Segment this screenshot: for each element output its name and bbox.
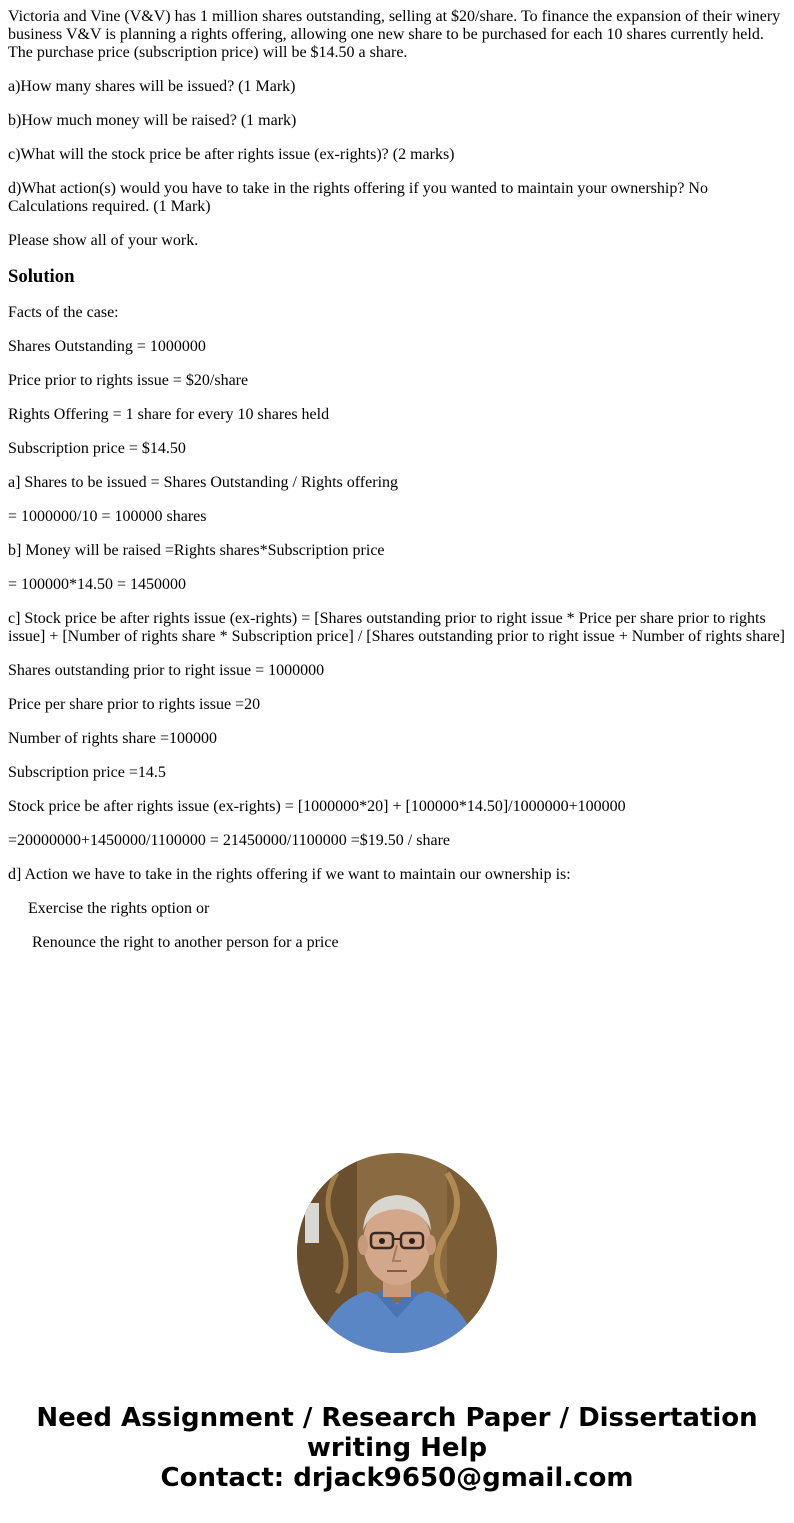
solution-line: Facts of the case: [8,304,119,321]
solution-heading: Solution [8,266,75,287]
solution-line: Price per share prior to rights issue =20 [8,696,261,713]
author-avatar [297,1153,497,1353]
solution-line: Shares Outstanding = 1000000 [8,338,206,355]
solution-option-renounce: Renounce the right to another person for a price [32,934,339,951]
question-part-b: b)How much money will be raised? (1 mark) [8,112,297,129]
document-body [8,8,786,968]
question-instruction: Please show all of your work. [8,232,199,249]
question-part-c: c)What will the stock price be after rights issue (ex-rights)? (2 marks) [8,146,455,163]
question-part-d: d)What action(s) would you have to take in the rights offering if you wanted to maintain your ownership? No Calculations required. (1 Mark) [8,180,708,215]
solution-line: Number of rights share =100000 [8,730,217,747]
solution-line: a] Shares to be issued = Shares Outstanding / Rights offering [8,474,399,491]
question-part-a: a)How many shares will be issued? (1 Mark) [8,78,296,95]
solution-line: Subscription price = $14.50 [8,440,186,457]
solution-option-exercise: Exercise the rights option or [28,900,210,917]
solution-line: Stock price be after rights issue (ex-rights) = [1000000*20] + [100000*14.50]/1000000+100000 [8,798,626,815]
solution-line: = 100000*14.50 = 1450000 [8,576,187,593]
promo-banner [0,1403,794,1493]
solution-line: Rights Offering = 1 share for every 10 shares held [8,406,330,423]
solution-line: c] Stock price be after rights issue (ex-rights) = [Shares outstanding prior to right issue * Price per share prior to rights issue] + [Number of rights share * Subscription price] / [Shares outstanding prior to right issue + Number of rights share] [8,610,786,645]
solution-line: d] Action we have to take in the rights offering if we want to maintain our ownership is: [8,866,571,883]
solution-line: Shares outstanding prior to right issue = 1000000 [8,662,325,679]
promo-line: writing Help [306,1433,488,1463]
author-portrait-image [297,1153,497,1353]
promo-line: Need Assignment / Research Paper / Dissertation [36,1403,758,1433]
solution-line: = 1000000/10 = 100000 shares [8,508,207,525]
question-intro: Victoria and Vine (V&V) has 1 million shares outstanding, selling at $20/share. To finance the expansion of their winery business V&V is planning a rights offering, allowing one new share to be purchased for each 10 shares currently held. The purchase price (subscription price) will be $14.50 a share. [8,8,781,61]
solution-line: Subscription price =14.5 [8,764,166,781]
solution-line: Price prior to rights issue = $20/share [8,372,249,389]
solution-line: =20000000+1450000/1100000 = 21450000/1100000 =$19.50 / share [8,832,450,849]
promo-contact: Contact: drjack9650@gmail.com [160,1463,634,1493]
solution-line: b] Money will be raised =Rights shares*Subscription price [8,542,385,559]
